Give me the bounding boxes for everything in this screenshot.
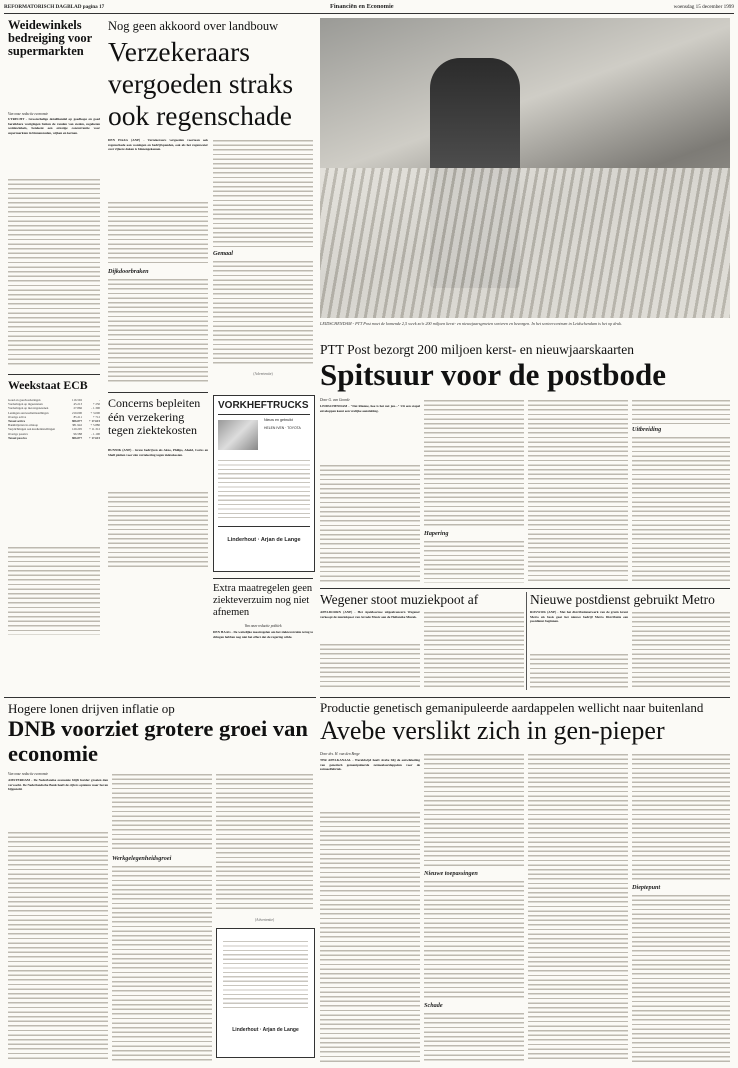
header-right: woensdag 15 december 1999: [673, 4, 734, 10]
ad-footer: Linderhout · Arjan de Lange: [227, 537, 301, 543]
weekstaat-title: Weekstaat ECB: [8, 378, 88, 392]
concerns-rule: [108, 392, 208, 393]
weekstaat-value: 806.877: [71, 419, 82, 424]
header-center: Financiën en Economie: [330, 3, 394, 10]
ptt-sub-uitbreiding: Uitbreiding: [632, 426, 662, 433]
column-divider: [526, 592, 527, 690]
weekstaat-value: 45.213: [73, 402, 82, 407]
ptt-body-4: [528, 398, 628, 583]
weidewinkels-lede: UTRECHT - Grootschalige detailhandel op goedkope en goed bereikbare vestigingen buiten de randen van steden, zogeheten weidewinkels, betekent een ernstige concurrentie voor supermarkten in binnensteden, wijken en kernen.: [8, 117, 100, 135]
ad-line2: HELEN IVEN · TOYOTA: [264, 426, 301, 430]
concerns-body: [108, 490, 208, 570]
dnb-rule: [4, 697, 316, 698]
concerns-lede: BUNNIK (ANP) - Grote bedrijven als Akzo, Philips, Ahold, Corus en Shell pleiten voor één verzekering tegen ziektekosten.: [108, 448, 208, 457]
avebe-kicker: Productie genetisch gemanipuleerde aardappelen wellicht naar buitenland: [320, 700, 704, 715]
dnb-body-3: [112, 864, 212, 1062]
weekstaat-value: 219.000: [71, 410, 82, 415]
wegener-headline: Wegener stoot muziekpoot af: [320, 592, 479, 607]
dnb-body-1: [8, 830, 108, 1062]
wegener-dateline: APELDOORN (ANP) - Het Apeldoornse uitgeefconcern Wegener verkoopt de muziekpoot van Arcade Music aan de Hollandse Muzak.: [320, 610, 420, 619]
avebe-body-2: [424, 752, 524, 867]
weekstaat-note: [8, 545, 100, 635]
weidewinkels-headline: Weidewinkels bedreiging voor supermarkten: [8, 18, 92, 58]
avebe-lede: TER APELKANAAL - Wereldwijd heeft Avebe blij de ontwikkeling van genetisch gemanipuleerde zetmeelaardappelen voor de zetmeelfabriek.: [320, 758, 420, 772]
weekstaat-label: Overige activa: [8, 414, 27, 419]
extra-lede: DEN HAAG - De wettelijke maatregelen om het ziekteverzuim terug te dringen hebben nog niet het effect dat de regering wilde.: [213, 630, 313, 639]
photo-mail-pile: [320, 168, 730, 318]
weekstaat-value: 116.592: [72, 398, 82, 402]
ptt-body-1: [320, 463, 420, 583]
weekstaat-table: [8, 398, 100, 440]
dnb-lede: AMSTERDAM - De Nederlandse economie blijft harder groeien dan verwacht. De Nederlandsche Bank heeft de cijfers opnieuw naar boven bijgesteld.: [8, 778, 108, 792]
weekstaat-value: - 1.390: [91, 406, 100, 411]
ad-brand: VORKHEFTRUCKS: [218, 400, 309, 411]
ptt-body-5: [632, 398, 730, 424]
ptt-body-6: [632, 435, 730, 583]
weekstaat-label: Bankbiljetten in omloop: [8, 423, 39, 428]
dnb-kicker: Hogere lonen drijven inflatie op: [8, 701, 175, 716]
dnb-headline: DNB voorziet grotere groei van economie: [8, 716, 308, 766]
weekstaat-label: Totaal passiva: [8, 435, 27, 440]
dnb-body-2: [112, 772, 212, 852]
avebe-sub-dieptepunt: Dieptepunt: [632, 884, 661, 891]
extra-headline: Extra maatregelen geen ziekteverzuim nog niet afnemen: [213, 583, 313, 618]
advert-label-1: (Advertentie): [253, 372, 273, 376]
weekstaat-value: 129.205: [71, 427, 82, 432]
weekstaat-value: + 3.000: [90, 410, 100, 415]
avebe-body-3: [424, 879, 524, 999]
avebe-body-6: [632, 752, 730, 880]
avebe-body-1: [320, 810, 420, 1062]
weekstaat-value: + 250: [92, 402, 100, 407]
verzekeraars-sub-gemaal: Gemaal: [213, 250, 233, 257]
weekstaat-value: 381.942: [71, 423, 82, 428]
advert-label-2: (Advertentie): [254, 918, 275, 922]
weekstaat-label: Vorderingen op niet-ingezetenen: [8, 406, 49, 411]
ad-line1: Nieuw en gebruikt: [264, 418, 293, 422]
avebe-sub-schade: Schade: [424, 1002, 443, 1009]
weekstaat-value: + 11.312: [89, 427, 100, 432]
avebe-body-4: [424, 1011, 524, 1062]
dnb-body-4: [216, 772, 313, 912]
ptt-body-3: [424, 539, 524, 583]
verzekeraars-headline: Verzekeraars vergoeden straks ook regenschade: [108, 36, 294, 131]
header-rule: [4, 13, 734, 14]
vorkheftrucks-ad[interactable]: [213, 395, 315, 572]
weekstaat-value: -: [98, 398, 100, 402]
page-header: [4, 3, 734, 13]
ptt-kicker: PTT Post bezorgt 200 miljoen kerst- en nieuwjaarskaarten: [320, 342, 635, 357]
weekstaat-row: [8, 436, 100, 440]
verzekeraars-body-4: [213, 259, 313, 364]
weekstaat-value: 806.877: [71, 435, 82, 440]
avebe-body-5: [528, 752, 628, 1062]
verzekeraars-body-1: [108, 200, 208, 266]
photo-caption: LEIDSCHENDAM - PTT Post moet de komende 2,5 week zo'n 200 miljoen kerst- en nieuwjaarsgroeten sorteren en bezorgen. In het sorteercentrum in Leidschendam is het op druk.: [320, 321, 622, 326]
weekstaat-label: Goud en goudvorderingen: [8, 398, 41, 402]
wegener-body-1: [320, 642, 420, 690]
verzekeraars-dateline: DEN HAAG (ANP) - Verzekeraars vergoeden voortaan ook regenschade aan woningen en bedrijfspanden, ook als het regenwater over rijkere daken is binnengekomen.: [108, 138, 208, 152]
avebe-sub-toepassingen: Nieuwe toepassingen: [424, 870, 478, 877]
weekstaat-value: 96.588: [73, 431, 82, 436]
weekstaat-value: + 5.880: [90, 423, 100, 428]
ptt-byline: Door G. van Goorde: [320, 398, 350, 402]
metro-body-1: [530, 652, 628, 690]
weekstaat-label: Vorderingen op ingezetenen: [8, 402, 43, 407]
header-left: REFORMATORISCH DAGBLAD pagina 17: [4, 4, 105, 10]
verzekeraars-body-2: [108, 277, 208, 383]
weekstaat-label: Totaal activa: [8, 419, 25, 424]
ptt-body-2: [424, 398, 524, 528]
wegener-body-2: [424, 610, 524, 690]
ad-rule: [218, 414, 310, 415]
weekstaat-value: 85.211: [73, 414, 82, 419]
weekstaat-rule: [8, 374, 100, 375]
dnb-byline: Van onze redactie economie: [8, 772, 49, 776]
avebe-headline: Avebe verslikt zich in gen-pieper: [320, 716, 665, 745]
linderhout-ad[interactable]: [216, 928, 315, 1058]
weekstaat-value: 27.866: [73, 406, 82, 411]
weekstaat-value: + 17.615: [88, 419, 100, 424]
weekstaat-label: Leningen aan kredietinstellingen: [8, 410, 49, 415]
extra-rule: [213, 578, 313, 579]
metro-dateline: RIJSWIJK (ANP) - Met het distributienetwerk van de gratis krant Metro als basis gaat het nieuwe bedrijf Metro Distributie een postdienst beginnen.: [530, 610, 628, 624]
weekstaat-value: - 1.100: [91, 431, 100, 436]
metro-body-2: [632, 610, 730, 690]
weidewinkels-byline: Van onze redactie economie: [8, 112, 49, 116]
ptt-sub-hapering: Hapering: [424, 530, 449, 537]
linderhout-ad-text: [223, 939, 308, 1009]
verzekeraars-kicker: Nog geen akkoord over landbouw: [108, 19, 279, 33]
forklift-image: [218, 420, 258, 450]
metro-headline: Nieuwe postdienst gebruikt Metro: [530, 592, 715, 607]
avebe-byline: Door drs. H. van den Berge: [320, 752, 360, 756]
extra-byline: Van onze redactie politiek: [244, 624, 282, 628]
concerns-headline: Concerns bepleiten één verzekering tegen ziektekosten: [108, 396, 201, 437]
ptt-headline: Spitsuur voor de postbode: [320, 357, 666, 392]
weekstaat-value: + 712: [92, 414, 100, 419]
linderhout-ad-footer: Linderhout · Arjan de Lange: [232, 1027, 299, 1033]
verzekeraars-body-3: [213, 138, 313, 248]
weekstaat-label: Overige passiva: [8, 431, 28, 436]
weekstaat-label: Verplichtingen aan kredietinstellingen: [8, 427, 56, 432]
ad-footer-box: [218, 526, 310, 561]
weekstaat-value: + 17.615: [88, 435, 100, 440]
verzekeraars-sub-dijk: Dijkdoorbraken: [108, 268, 149, 275]
dnb-sub: Werkgelegenheidsgroei: [112, 855, 172, 862]
wegener-rule: [320, 588, 730, 589]
avebe-body-7: [632, 893, 730, 1062]
ptt-lede: LEIDSCHENDAM - "Dat Rianne, hoe is het net jou..." Uit een stapel enveloppen komt een vrolijke aansluiting.: [320, 404, 420, 413]
ad-text: [218, 458, 310, 518]
weidewinkels-body: [8, 177, 100, 367]
postbode-photo: [320, 18, 730, 318]
avebe-rule: [320, 697, 730, 698]
